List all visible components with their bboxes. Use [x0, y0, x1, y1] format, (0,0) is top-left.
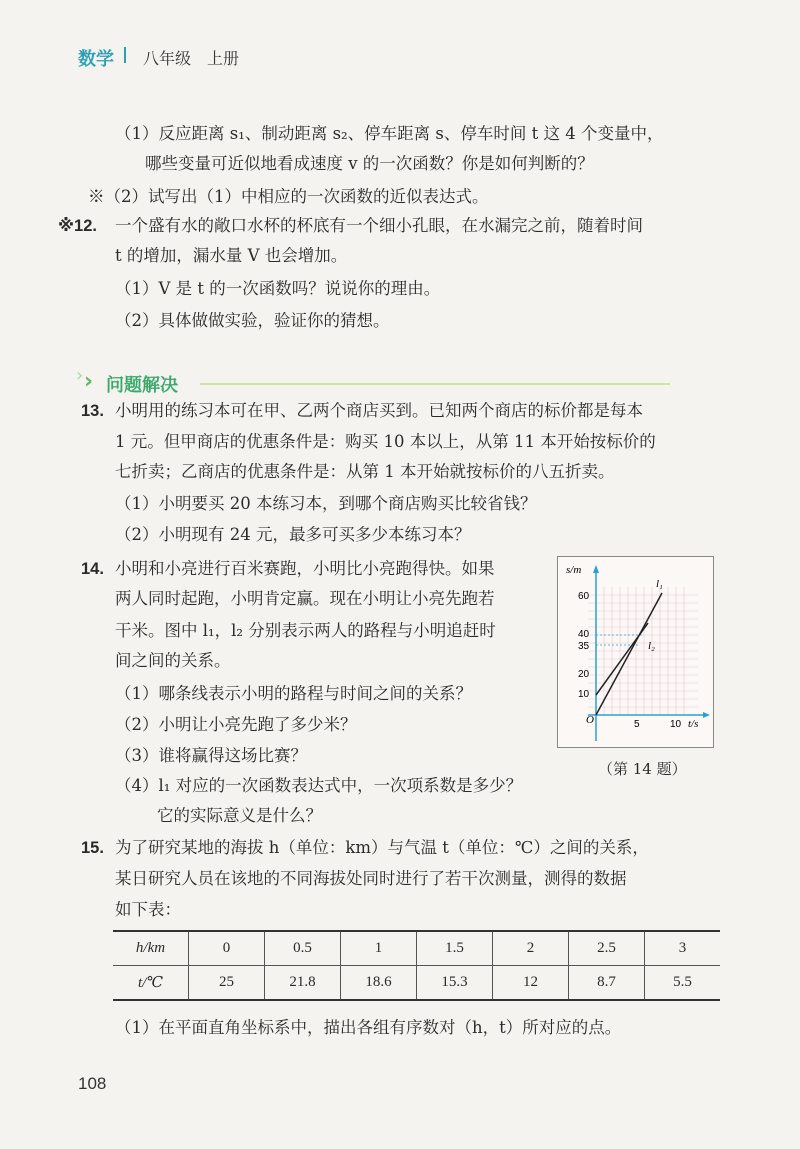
- section-rule: [200, 383, 670, 385]
- x-tick-5: 5: [634, 719, 640, 730]
- chevron-icon: ›: [84, 369, 94, 394]
- table-cell: 0: [189, 931, 265, 966]
- table-cell: 15.3: [417, 966, 493, 1001]
- table-cell: 2: [493, 931, 569, 966]
- table-row: [113, 966, 720, 1001]
- p12-q2: （2）具体做做实验，验证你的猜想。: [115, 311, 390, 330]
- p13-q1: （1）小明要买 20 本练习本，到哪个商店购买比较省钱？: [115, 494, 537, 513]
- figure-14-graph: [558, 557, 713, 747]
- table-header-t: t/℃: [113, 966, 189, 1001]
- y-tick-40: 40: [578, 629, 590, 640]
- p14-q4-line1: （4）l₁ 对应的一次函数表达式中，一次项系数是多少？: [115, 776, 523, 795]
- y-axis-label: s/m: [566, 564, 582, 576]
- p15-number: 15.: [81, 839, 104, 857]
- header-separator: [124, 47, 126, 63]
- p12-line2: t 的增加，漏水量 V 也会增加。: [115, 246, 348, 265]
- p13-number: 13.: [81, 402, 104, 420]
- header-grade: 八年级 上册: [143, 49, 240, 68]
- line-l2-label: l₂: [648, 640, 655, 652]
- table-cell: 8.7: [569, 966, 645, 1001]
- y-axis-arrow: [593, 565, 599, 573]
- p14-line2: 两人同时起跑，小明肯定赢。现在小明让小亮先跑若: [115, 589, 495, 608]
- x-axis-label: t/s: [688, 718, 699, 730]
- table-cell: 0.5: [265, 931, 341, 966]
- p13-line2: 1 元。但甲商店的优惠条件是：购买 10 本以上，从第 11 本开始按标价的: [115, 432, 656, 451]
- line-l1-label: l₁: [656, 578, 663, 590]
- p13-line1: 小明用的练习本可在甲、乙两个商店买到。已知两个商店的标价都是每本: [115, 401, 643, 420]
- p12-number: ※12.: [58, 217, 97, 235]
- section-title: 问题解决: [106, 375, 178, 396]
- p15-line2: 某日研究人员在该地的不同海拔处同时进行了若干次测量，测得的数据: [115, 869, 627, 888]
- p14-q2: （2）小明让小亮先跑了多少米？: [115, 715, 357, 734]
- p14-number: 14.: [81, 560, 104, 578]
- p14-q1: （1）哪条线表示小明的路程与时间之间的关系？: [115, 684, 472, 703]
- p14-line1: 小明和小亮进行百米赛跑，小明比小亮跑得快。如果: [115, 559, 495, 578]
- p11-q1-line1: （1）反应距离 s₁、制动距离 s₂、停车距离 s、停车时间 t 这 4 个变量中，: [115, 124, 664, 143]
- y-tick-35: 35: [578, 641, 590, 652]
- origin-label: O: [586, 714, 594, 726]
- y-tick-60: 60: [578, 591, 590, 602]
- figure-14-caption: （第 14 题）: [598, 760, 687, 778]
- table-cell: 21.8: [265, 966, 341, 1001]
- p12-line1: 一个盛有水的敞口水杯的杯底有一个细小孔眼，在水漏完之前，随着时间: [115, 216, 643, 235]
- p13-q2: （2）小明现有 24 元，最多可买多少本练习本？: [115, 525, 471, 544]
- header-subject: 数学: [78, 49, 114, 70]
- p15-line3: 如下表：: [115, 900, 181, 919]
- figure-14: [557, 556, 714, 748]
- p12-q1: （1）V 是 t 的一次函数吗？说说你的理由。: [115, 279, 441, 298]
- table-cell: 1.5: [417, 931, 493, 966]
- table-cell: 25: [189, 966, 265, 1001]
- p15-q1: （1）在平面直角坐标系中，描出各组有序数对（h，t）所对应的点。: [115, 1018, 622, 1037]
- table-cell: 2.5: [569, 931, 645, 966]
- p14-q4-line2: 它的实际意义是什么？: [157, 806, 322, 825]
- p11-q1-line2: 哪些变量可近似地看成速度 v 的一次函数？你是如何判断的？: [145, 154, 594, 173]
- x-axis-arrow: [703, 712, 710, 718]
- y-tick-10: 10: [578, 689, 590, 700]
- table-cell: 5.5: [645, 966, 721, 1001]
- table-cell: 1: [341, 931, 417, 966]
- y-tick-20: 20: [578, 669, 590, 680]
- p14-line4: 间之间的关系。: [115, 651, 231, 670]
- chevron-icon-light: ›: [76, 365, 84, 386]
- x-tick-10: 10: [670, 719, 682, 730]
- data-table: [113, 930, 720, 1001]
- grid: [588, 587, 698, 715]
- p13-line3: 七折卖；乙商店的优惠条件是：从第 1 本开始就按标价的八五折卖。: [115, 462, 615, 481]
- table-cell: 12: [493, 966, 569, 1001]
- table-header-h: h/km: [113, 931, 189, 966]
- table-cell: 3: [645, 931, 721, 966]
- p15-line1: 为了研究某地的海拔 h（单位：km）与气温 t（单位：℃）之间的关系，: [115, 838, 649, 857]
- page-number: 108: [78, 1074, 107, 1093]
- p11-q2: ※（2）试写出（1）中相应的一次函数的近似表达式。: [88, 187, 489, 206]
- table-cell: 18.6: [341, 966, 417, 1001]
- p14-q3: （3）谁将赢得这场比赛？: [115, 746, 307, 765]
- table-row: [113, 931, 720, 966]
- p14-line3: 干米。图中 l₁，l₂ 分别表示两人的路程与小明追赶时: [115, 621, 496, 640]
